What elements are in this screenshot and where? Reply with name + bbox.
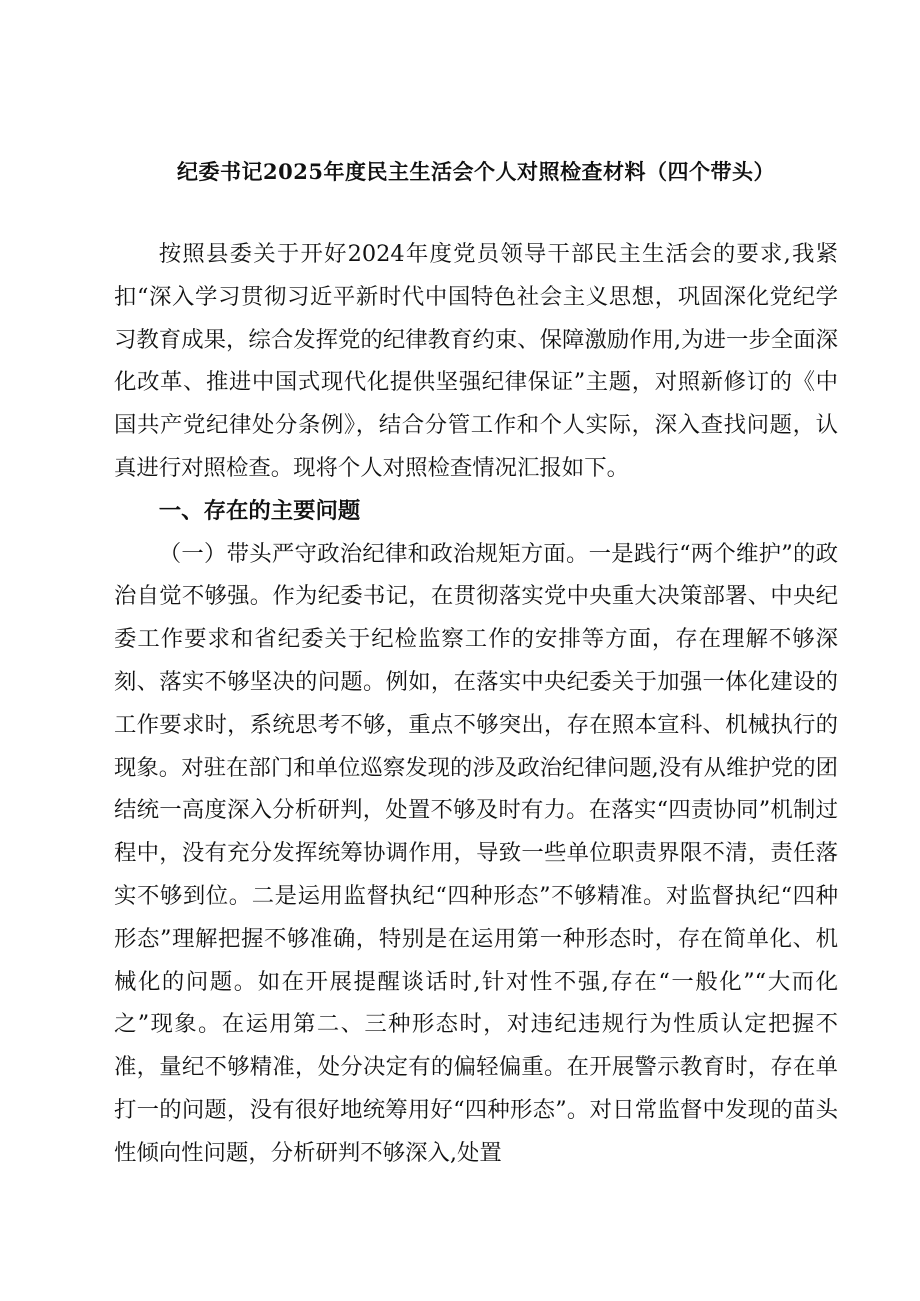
section-heading: 一、存在的主要问题 bbox=[158, 497, 361, 524]
body-paragraph: （一）带头严守政治纪律和政治规矩方面。一是践行“两个维护”的政治自觉不够强。作为纪委书记，在贯彻落实党中央重大决策部署、中央纪委工作要求和省纪委关于纪检监察工作的安排等方面，存在理解不够深刻、落实不够坚决的问题。例如，在落实中央纪委关于加强一体化建设的工作要求时，系统思考不够，重点不够突出，存在照本宣科、机械执行的现象。对驻在部门和单位巡察发现的涉及政治纪律问题,没有从维护党的团结统一高度深入分析研判，处置不够及时有力。在落实“四责协同”机制过程中，没有充分发挥统筹协调作用，导致一些单位职责界限不清，责任落实不够到位。二是运用监督执纪“四种形态”不够精准。对监督执纪“四种形态”理解把握不够准确，特别是在运用第一种形态时，存在简单化、机械化的问题。如在开展提醒谈话时,针对性不强,存在“一般化”“大而化之”现象。在运用第二、三种形态时，对违纪违规行为性质认定把握不准，量纪不够精准，处分决定有的偏轻偏重。在开展警示教育时，存在单打一的问题，没有很好地统筹用好“四种形态”。对日常监督中发现的苗头性倾向性问题，分析研判不够深入,处置 bbox=[114, 540, 838, 1166]
document-title: 纪委书记2025年度民主生活会个人对照检查材料（四个带头） bbox=[177, 159, 775, 184]
intro-paragraph: 按照县委关于开好2024年度党员领导干部民主生活会的要求,我紧扣“深入学习贯彻习近平新时代中国特色社会主义思想，巩固深化党纪学习教育成果，综合发挥党的纪律教育约束、保障激励作用,为进一步全面深化改革、推进中国式现代化提供坚强纪律保证”主题，对照新修订的《中国共产党纪律处分条例》，结合分管工作和个人实际，深入查找问题，认真进行对照检查。现将个人对照检查情况汇报如下。 bbox=[114, 241, 838, 481]
document-page bbox=[114, 155, 838, 1175]
